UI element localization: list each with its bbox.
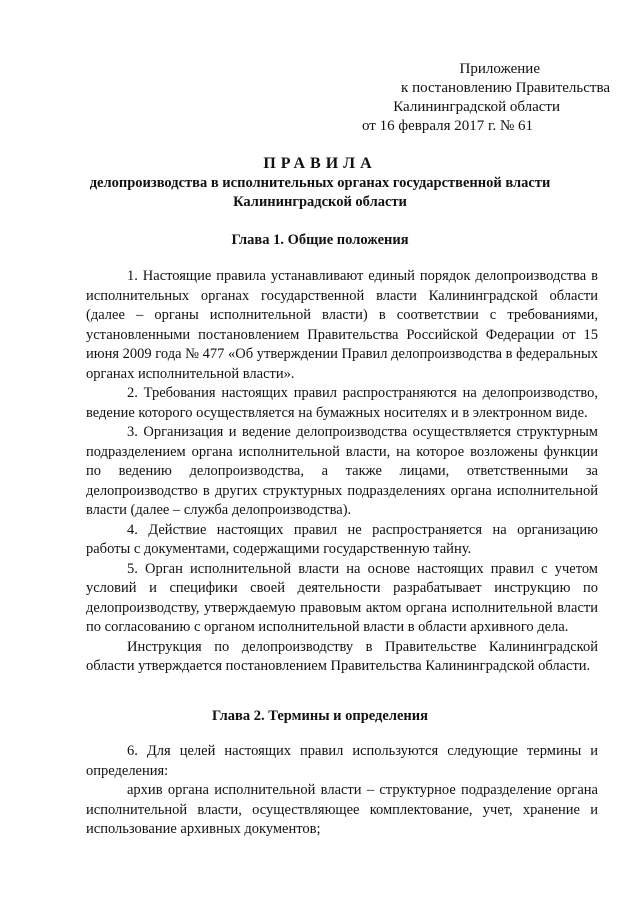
paragraph-4: 4. Действие настоящих правил не распространяется на организацию работы с документами, содержащими государственную тайну. (86, 521, 598, 557)
appendix-region: Калининградской области (393, 99, 560, 115)
paragraph-3: 3. Организация и ведение делопроизводства осуществляется структурным подразделением органа исполнительной власти, на которое возложены функции по ведению делопроизводства, а также лицами, ответственными за делопроизводство в других структурных подразделениях органа исполнительной власти (далее – служба делопроизводства). (86, 424, 598, 518)
appendix-date-number: от 16 февраля 2017 г. № 61 (362, 118, 534, 134)
definition-archive: архив органа исполнительной власти – структурное подразделение органа исполнительной власти, осуществляющее комплектование, учет, хранение и использование архивных документов; (86, 782, 598, 837)
chapter1-heading: Глава 1. Общие положения (231, 232, 409, 248)
paragraph-1: 1. Настоящие правила устанавливают единый порядок делопроизводства в исполнительных органах государственной власти Калининградской области (далее – органы исполнительной власти) в соответствии с требованиями, установленными постановлением Правительства Российской Федерации от 15 июня 2009 года № 477 «Об утверждении Правил делопроизводства в федеральных органах исполнительной власти». (86, 268, 598, 382)
chapter2-heading: Глава 2. Термины и определения (212, 708, 428, 724)
paragraph-5-continuation: Инструкция по делопроизводству в Правительстве Калининградской области утверждается постановлением Правительства Калининградской области. (86, 638, 598, 674)
paragraph-2: 2. Требования настоящих правил распространяются на делопроизводство, ведение которого осуществляется на бумажных носителях и в электронном виде. (86, 385, 598, 421)
document-title: ПРАВИЛА (263, 155, 377, 172)
chapter2-body (86, 742, 598, 840)
document-subtitle-line1: делопроизводства в исполнительных органах государственной власти (89, 175, 551, 191)
paragraph-5: 5. Орган исполнительной власти на основе настоящих правил с учетом условий и специфики своей деятельности разрабатывает инструкцию по делопроизводству, утверждаемую правовым актом органа исполнительной власти по согласованию с органом исполнительной власти в области архивного дела. (86, 560, 598, 635)
paragraph-6: 6. Для целей настоящих правил используются следующие термины и определения: (86, 743, 598, 779)
document-subtitle-line2: Калининградской области (233, 194, 407, 210)
appendix-label: Приложение (459, 61, 540, 77)
appendix-resolution: к постановлению Правительства (401, 80, 610, 96)
appendix-block (360, 60, 610, 136)
chapter1-body (86, 267, 598, 677)
